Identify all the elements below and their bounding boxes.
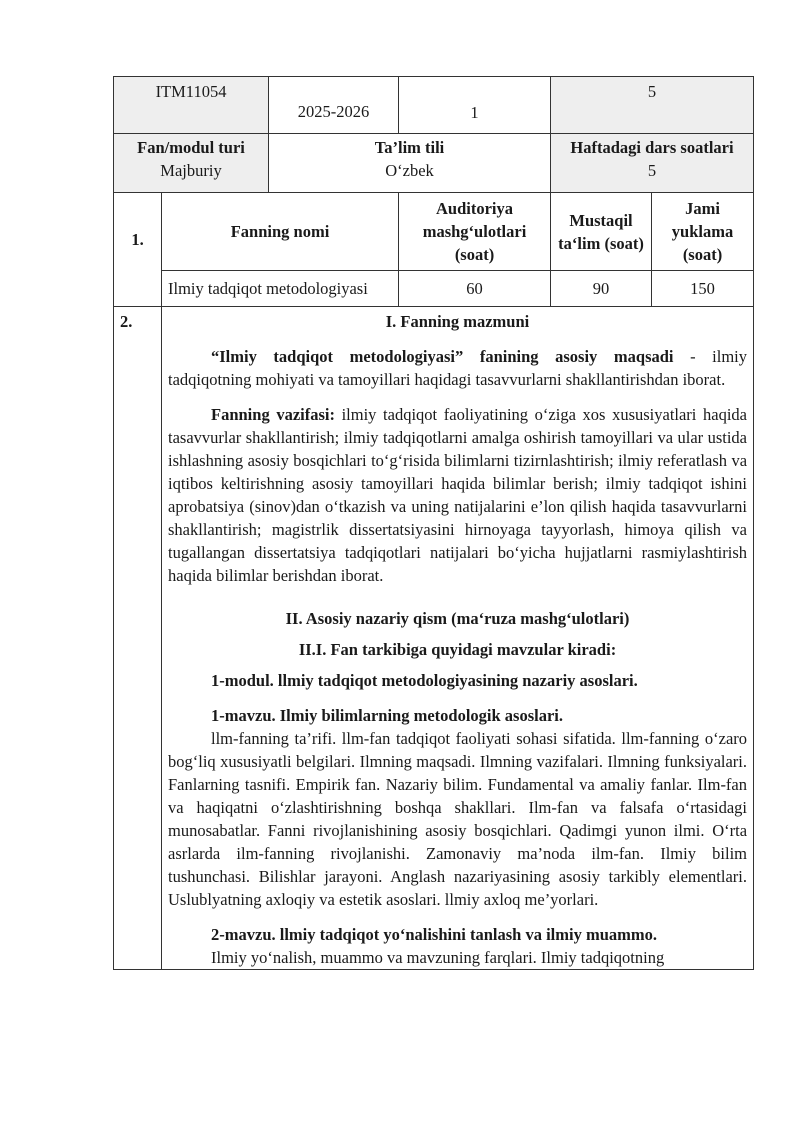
- module-type-value: Majburiy: [160, 161, 222, 180]
- weekly-hours-cell: [551, 134, 754, 193]
- self-study-hours-value: 90: [551, 271, 652, 307]
- language-label: Ta’lim tili: [374, 138, 445, 157]
- goal-bold: “Ilmiy tadqiqot metodologiyasi” fanining asosiy maqsadi: [211, 347, 674, 366]
- part2-heading: II. Asosiy nazariy qism (ma‘ruza mashg‘ulotlari): [285, 609, 630, 628]
- topic1-heading: 1-mavzu. Ilmiy bilimlarning metodologik asoslari.: [211, 706, 564, 725]
- course-code: ITM11054: [114, 77, 269, 134]
- content-cell: [162, 307, 754, 970]
- subject-values-row: [114, 271, 754, 307]
- academic-year: 2025-2026: [269, 77, 399, 134]
- goal-paragraph: [168, 345, 747, 391]
- subject-name-header: Fanning nomi: [162, 193, 399, 271]
- module-type-cell: [114, 134, 269, 193]
- total-load-header: Jami yuklama (soat): [652, 193, 754, 271]
- language-cell: [269, 134, 551, 193]
- goal-text: - ilmiy tadqiqotning mohiyati va tamoyillari haqidagi tasavvurlarni shakllantirishdan iborat.: [168, 347, 748, 389]
- tasks-bold: Fanning vazifasi:: [211, 405, 335, 424]
- weekly-hours-label: Haftadagi dars soatlari: [570, 138, 734, 157]
- topic2-heading: 2-mavzu. llmiy tadqiqot yo‘nalishini tanlash va ilmiy muammo.: [211, 925, 658, 944]
- content-row: [114, 307, 754, 970]
- header-row-type: [114, 134, 754, 193]
- row-number-2: 2.: [114, 307, 162, 970]
- semester: 1: [399, 77, 551, 134]
- part21-heading: II.I. Fan tarkibiga quyidagi mavzular kiradi:: [298, 640, 617, 659]
- module1-heading: 1-modul. llmiy tadqiqot metodologiyasining nazariy asoslari.: [211, 671, 638, 690]
- subject-name-value: Ilmiy tadqiqot metodologiyasi: [162, 271, 399, 307]
- language-value: O‘zbek: [385, 161, 434, 180]
- tasks-text: ilmiy tadqiqot faoliyatining o‘ziga xos xususiyatlari haqida tasavvurlar shakllantirish; ilmiy tadqiqotlarni amalga oshirish tamoyillari va ular ustida ishlashning asosiy bosqichlari to‘g‘risida bilimlarni tizirnlashtirish; ilmiy referatlash va iqtibos keltirishning asosiy tamoyillari haqida bilimlar berish; ilmiy tadqiqot ishini aprobatsiya (sinov)dan o‘tkazish va uning natijalarini e’lon qilish haqida tasavvurlarni shakllantirish; magistrlik dissertatsiyasini hirnoyaga tayyorlash, himoya qilish va tugallangan dissertatsiya tadqiqotlari natijalari bo‘yicha hujjatlarni rasmiylashtirish haqida bilimlar berishdan iborat.: [168, 405, 748, 585]
- credits: 5: [551, 77, 754, 134]
- total-load-value: 150: [652, 271, 754, 307]
- header-row-codes: [114, 77, 754, 134]
- section-heading: I. Fanning mazmuni: [385, 312, 530, 331]
- module-type-label: Fan/modul turi: [137, 138, 245, 157]
- self-study-hours-header: Mustaqil ta‘lim (soat): [551, 193, 652, 271]
- auditorium-hours-header: Auditoriya mashg‘ulotlari (soat): [399, 193, 551, 271]
- topic2-text: Ilmiy yo‘nalish, muammo va mavzuning farqlari. Ilmiy tadqiqotning: [211, 948, 665, 967]
- subject-header-row: [114, 193, 754, 271]
- row-number-1: 1.: [114, 193, 162, 307]
- curriculum-table: [113, 76, 754, 970]
- topic1-text: llm-fanning ta’rifi. llm-fan tadqiqot faoliyati sohasi sifatida. llm-fanning o‘zaro bog‘liq xususiyatli belgilari. Ilmning maqsadi. Ilmning vazifalari. Ilmning funksiyalari. Fanlarning tasnifi. Empirik fan. Nazariy bilim. Fundamental va amaliy fanlar. Ilm-fan va haqiqatni o‘zlashtirishning boshqa shakllari. Ilm-fan va falsafa o‘rtasidagi munosabatlar. Fanni rivojlanishining asosiy bosqichlari. Qadimgi yunon ilmi. O‘rta asrlarda ilm-fanning rivojlanishi. Zamonaviy ma’noda ilm-fan. Ilmiy bilim tushunchasi. Bilishlar jarayoni. Anglash nazariyasining asosiy tarkibly elementlari. Uslublyatning axloqiy va estetik asoslari. llmiy axloq me’yorlari.: [168, 729, 748, 909]
- weekly-hours-value: 5: [647, 161, 657, 180]
- tasks-paragraph: [168, 403, 747, 587]
- auditorium-hours-value: 60: [399, 271, 551, 307]
